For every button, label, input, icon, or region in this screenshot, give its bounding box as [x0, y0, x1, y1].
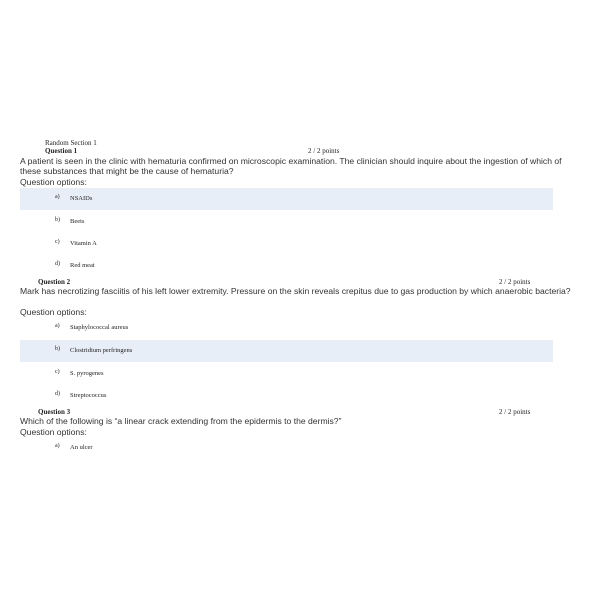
- option-letter: d): [55, 261, 60, 267]
- question-2-option-b[interactable]: [20, 340, 553, 362]
- question-2-option-a[interactable]: [20, 317, 553, 339]
- option-letter: d): [55, 391, 60, 397]
- option-letter: c): [55, 239, 60, 245]
- question-1-option-b[interactable]: [20, 211, 553, 233]
- question-1-points: 2 / 2 points: [308, 147, 340, 155]
- question-1-option-d[interactable]: [20, 255, 553, 277]
- question-2-label: Question 2: [38, 278, 71, 286]
- question-2-option-d[interactable]: [20, 385, 553, 407]
- question-1-label: Question 1: [45, 147, 78, 155]
- question-1-option-a[interactable]: [20, 188, 553, 210]
- question-3-text: Which of the following is “a linear crack extending from the epidermis to the dermis?”: [20, 416, 342, 426]
- option-letter: c): [55, 369, 60, 375]
- section-title: Random Section 1: [45, 139, 97, 147]
- question-3-option-a[interactable]: [20, 437, 553, 459]
- question-1-options-label: Question options:: [20, 177, 87, 187]
- question-2-points: 2 / 2 points: [499, 278, 531, 286]
- question-3-points: 2 / 2 points: [499, 408, 531, 416]
- question-3-label: Question 3: [38, 408, 71, 416]
- option-letter: b): [55, 217, 60, 223]
- option-letter: b): [55, 346, 60, 352]
- option-text: An ulcer: [70, 444, 93, 451]
- option-text: Beets: [70, 218, 85, 225]
- option-letter: a): [55, 443, 60, 449]
- question-1-option-c[interactable]: [20, 233, 553, 255]
- option-text: Clostridium perfringens: [70, 347, 133, 354]
- option-letter: a): [55, 194, 60, 200]
- question-3-options-label: Question options:: [20, 427, 87, 437]
- option-text: S. pyrogenes: [70, 370, 104, 377]
- question-2-options-label: Question options:: [20, 307, 87, 317]
- option-text: NSAIDs: [70, 195, 93, 202]
- option-text: Red meat: [70, 262, 95, 269]
- option-text: Vitamin A: [70, 240, 97, 247]
- option-letter: a): [55, 323, 60, 329]
- question-2-text: Mark has necrotizing fasciitis of his left lower extremity. Pressure on the skin reveals crepitus due to gas production by which anaerobic bacteria?: [20, 286, 571, 296]
- option-text: Staphylococcal aureus: [70, 324, 129, 331]
- option-text: Streptococcus: [70, 392, 107, 399]
- question-2-option-c[interactable]: [20, 363, 553, 385]
- question-1-text: A patient is seen in the clinic with hematuria confirmed on microscopic examination. The clinician should inquire about the ingestion of which of these substances that might be the cause of hematuria?: [20, 156, 562, 176]
